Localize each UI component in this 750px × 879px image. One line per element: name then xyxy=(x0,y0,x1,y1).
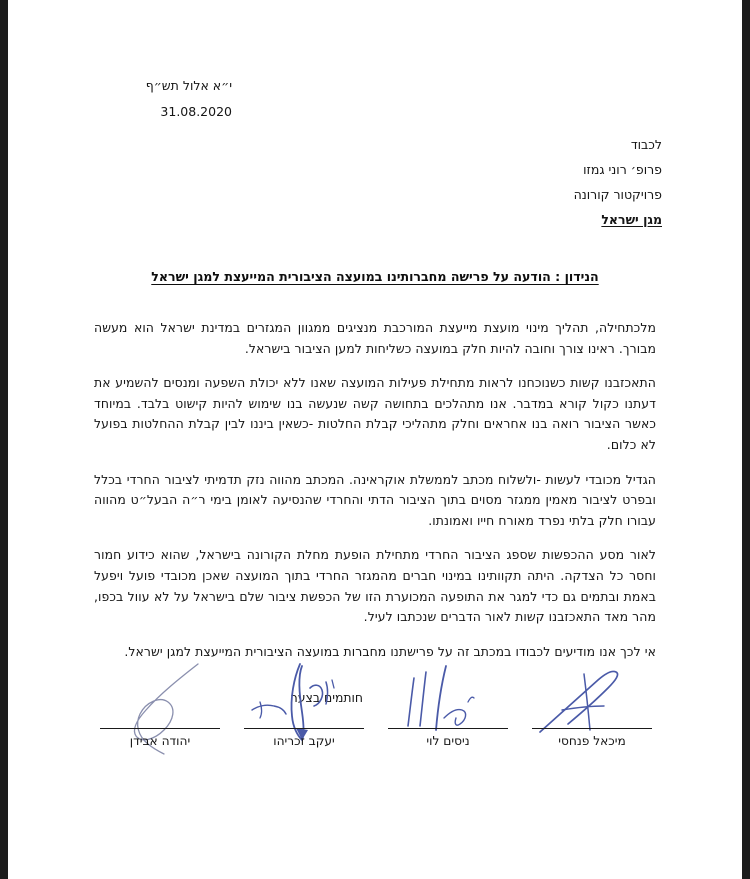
paragraph: מלכתחילה, תהליך מינוי מועצת מייעצת המורכבת מנציגים ממגוון המגזרים במדינת ישראל הוא מעשה מבורך. ראינו צורך וחובה להיות חלק במועצה כשליחות למען הציבור בישראל. xyxy=(94,320,656,356)
signature-ink-icon xyxy=(242,668,366,732)
signature-cell xyxy=(386,668,510,778)
signature-row xyxy=(94,668,656,778)
addressee-salutation: לכבוד xyxy=(630,137,662,152)
date-block xyxy=(52,76,232,123)
gregorian-date: 31.08.2020 xyxy=(160,104,232,119)
signature-rule xyxy=(100,728,220,729)
letter-paragraphs xyxy=(94,318,656,662)
paragraph: לאור מסע ההכפשות שספג הציבור החרדי מתחילת הופעת מחלת הקורונה בישראל, שהוא כידוע חמור וחסר כל הצדקה. היתה תקוותינו במינוי חברים מהמגזר החרדי בתוך המועצה שאכן מכובדי פועל ויפעל באמת ובתמים גם כדי למגר את התופעה המכוערת הזו של הכפשת ציבור שלם בישראל על לא עוול בכפו, מהר מאד התאכזבנו קשות לאור הדברים שנכתבו לעיל. xyxy=(94,547,656,625)
signature-rule xyxy=(388,728,508,729)
signature-cell xyxy=(98,668,222,778)
signature-cell xyxy=(242,668,366,778)
paragraph: התאכזבנו קשות כשנוכחנו לראות מתחילת פעילות המועצה שאנו ללא יכולת השפעה ומנסים להשמיע את דעתנו כקול קורא במדבר. אנו מתהלכים בתחושה קשה שנעשה בנו שימוש להיות קישוט בלבד. במיוחד כאשר הציבור רואה בנו אחראים וחלק מתהליכי קבלת החלטות -כשאין ביננו לבין קבלת ההחלטות בפועל לא כלום. xyxy=(94,375,656,452)
signature-note: חותמים בצער xyxy=(290,690,363,705)
signer-name: יעקב זכריהו xyxy=(273,734,335,748)
hebrew-date: י״א אלול תש״ף xyxy=(145,78,232,93)
document-page xyxy=(8,0,742,879)
addressee-name: פרופ׳ רוני גמזו xyxy=(583,162,662,177)
signer-name: יהודה אבידן xyxy=(129,734,191,748)
signer-name: ניסים לוי xyxy=(426,734,470,748)
addressee-block xyxy=(412,132,662,232)
addressee-organization: מגן ישראל xyxy=(601,212,662,227)
signer-name: מיכאל פנחסי xyxy=(558,734,626,748)
signature-rule xyxy=(244,728,364,729)
signature-ink-icon xyxy=(98,668,222,732)
paragraph: אי לכך אנו מודיעים לכבודו במכתב זה על פרישתנו מחברות במועצה הציבורית המייעצת למגן ישראל. xyxy=(124,643,656,659)
signature-ink-icon xyxy=(530,668,654,732)
signature-rule xyxy=(532,728,652,729)
addressee-role: פרויקטור קורונה xyxy=(573,187,662,202)
signature-cell xyxy=(530,668,654,778)
signature-block xyxy=(94,668,656,778)
subject-line: הנידון : הודעה על פרישה מחברותינו במועצה הציבורית המייעצת למגן ישראל xyxy=(151,269,599,284)
signature-ink-icon xyxy=(386,668,510,732)
paragraph: הגדיל מכובדי לעשות -ולשלוח מכתב לממשלת אוקראינה. המכתב מהווה נזק תדמיתי לציבור החרדי בכלל ובפרט לציבור מאמין ממגזר מסוים בתוך הציבור הדתי והחרדי שהנסיעה לאומן בימי ר״ה הבעל״ט מהווה עבורו חלק בלתי נפרד מאורח חייו ואמונתו. xyxy=(94,471,656,528)
letter-body xyxy=(8,0,742,879)
